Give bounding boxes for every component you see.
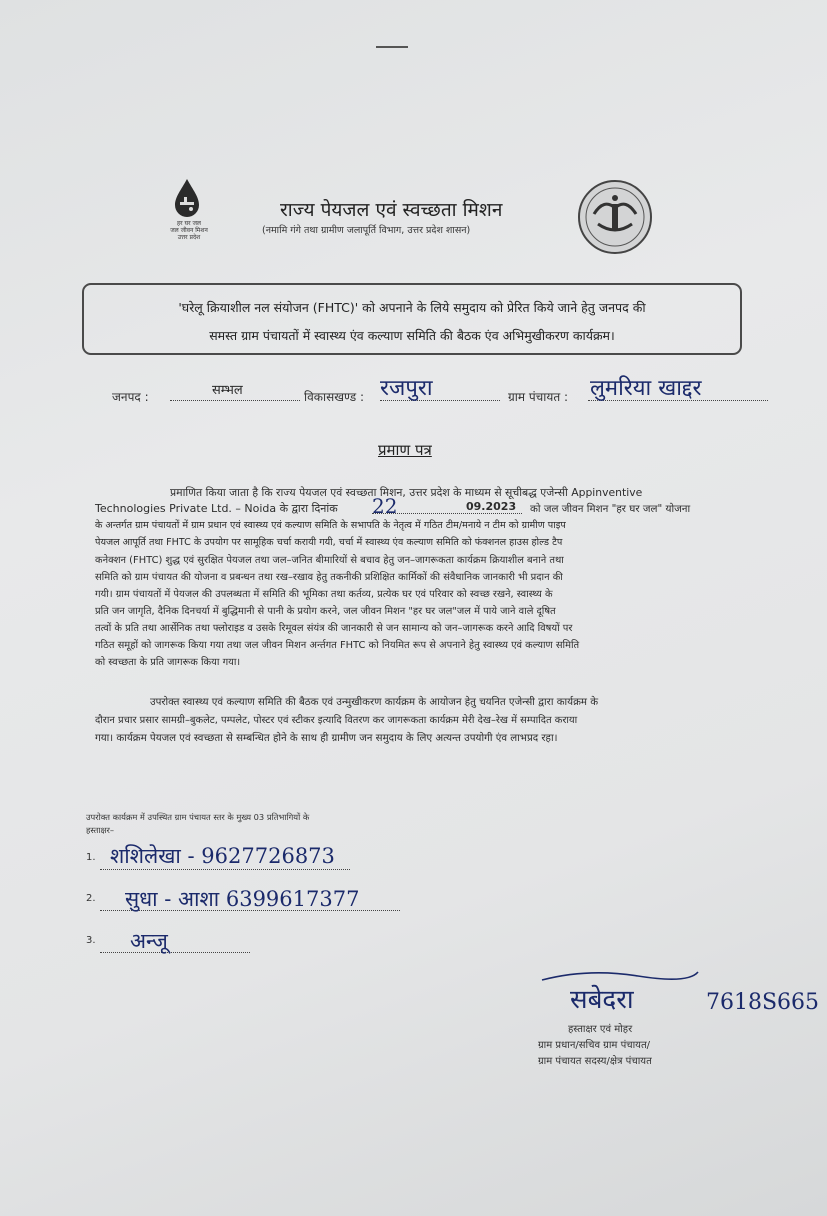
signatory-role-2: ग्राम पंचायत सदस्य/क्षेत्र पंचायत	[538, 1056, 652, 1067]
participant-signature: सुधा - आशा 6399617377	[125, 887, 360, 911]
banner-line-1: 'घरेलू क्रियाशील नल संयोजन (FHTC)' को अपनाने के लिये समुदाय को प्रेरित किये जाने हेतु जनपद की	[178, 300, 646, 315]
government-seal-icon	[574, 178, 656, 256]
org-subtitle: (नमामि गंगे तथा ग्रामीण जलापूर्ति विभाग, उत्तर प्रदेश शासन)	[262, 225, 471, 236]
body-line: दौरान प्रचार प्रसार सामग्री–बुकलेट, पम्पलेट, पोस्टर एवं स्टीकर इत्यादि वितरण कर जागरूकता कार्यक्रम मेरी देख–रेख में सम्पादित कराया	[95, 715, 578, 726]
participant-number: 2.	[86, 893, 96, 904]
body-line: को जल जीवन मिशन "हर घर जल" योजना	[530, 503, 691, 515]
district-dotted-line	[170, 399, 300, 401]
logo-caption-line: उत्तर प्रदेश	[177, 234, 201, 241]
block-label: विकासखण्ड :	[304, 390, 365, 404]
top-mark	[376, 46, 408, 48]
body-line: समिति को ग्राम पंचायत की योजना व प्रबन्धन तथा रख–रखाव हेतु तकनीकी प्रशिक्षित कार्मिकों की संवैधानिक जानकारी भी प्रदान की	[95, 572, 563, 583]
jal-jeevan-mission-logo	[158, 178, 220, 258]
participants-note: उपरोक्त कार्यक्रम में उपस्थित ग्राम पंचायत स्तर के मुख्य 03 प्रतिभागियों के	[86, 812, 310, 822]
logo-caption-line: जल जीवन मिशन	[170, 227, 208, 234]
body-line: गयी। ग्राम पंचायतों में पेयजल की उपलब्धता में समिति की भूमिका तथा कर्तव्य, प्रत्येक घर एवं परिवार को स्वच्छ रखने, स्वास्थ्य के	[95, 589, 553, 600]
signature-caption: हस्ताक्षर एवं मोहर	[568, 1024, 633, 1035]
district-label: जनपद :	[112, 390, 149, 404]
participant-signature: शशिलेखा - 9627726873	[110, 844, 335, 868]
block-value: रजपुरा	[380, 376, 433, 401]
body-line: प्रति जन जागृति, दैनिक दिनचर्या में बुद्धिमानी से पानी के प्रयोग करने, जल जीवन मिशन "हर घर जल"जल में पाये जाने वाले दूषित	[95, 606, 556, 617]
body-line: कनेक्शन (FHTC) शुद्ध एवं सुरक्षित पेयजल तथा जल–जनित बीमारियों से बचाव हेतु जन–जागरूकता कार्यक्रम क्रियाशील बनाने तथा	[95, 555, 564, 566]
body-line: के अन्तर्गत ग्राम पंचायतों में ग्राम प्रधान एवं स्वास्थ्य एवं कल्याण समिति के सभापति के नेतृत्व में गठित टीम/मनाये न टीम को ग्रामीण पाइप	[95, 520, 566, 531]
body-line: प्रमाणित किया जाता है कि राज्य पेयजल एवं स्वच्छता मिशन, उत्तर प्रदेश के माध्यम से सूचीबद्ध एजेन्सी Appinventive	[170, 486, 643, 499]
panchayat-value: लुमरिया खाद्दर	[590, 376, 702, 401]
logo-caption-line: हर घर जल	[177, 220, 201, 227]
district-value: सम्भल	[212, 383, 243, 398]
body-line: को स्वच्छता के प्रति जागरूक किया गया।	[95, 657, 241, 668]
water-drop-icon	[172, 178, 202, 218]
banner-line-2: समस्त ग्राम पंचायतों में स्वास्थ्य एंव कल्याण समिति की बैठक एंव अभिमुखीकरण कार्यक्रम।	[209, 328, 615, 343]
authority-signature: सबेदरा	[570, 985, 634, 1015]
participant-number: 1.	[86, 852, 96, 863]
program-banner	[82, 283, 742, 355]
body-line: Technologies Private Ltd. – Noida के द्वारा दिनांक	[95, 502, 338, 515]
participant-number: 3.	[86, 935, 96, 946]
body-line: उपरोक्त स्वास्थ्य एवं कल्याण समिति की बैठक एवं उन्मुखीकरण कार्यक्रम के आयोजन हेतु चयनित एजेन्सी द्वारा कार्यक्रम के	[150, 697, 599, 708]
date-day-handwritten: 22	[372, 494, 398, 518]
authority-phone: 7618S665	[706, 990, 820, 1015]
body-line: पेयजल आपूर्ति तथा FHTC के उपयोग पर सामूहिक चर्चा करायी गयी, चर्चा में स्वास्थ्य एंव कल्याण समिति को फंक्शनल हाउस होल्ड टैप	[95, 537, 563, 548]
certificate-title: प्रमाण पत्र	[378, 441, 432, 459]
body-line: तत्वों के प्रति तथा आर्सेनिक तथा फ्लोराइड व उसके रिमूवल संयंत्र की जानकारी से जन सामान्य को जन–जागरूक करने आदि विषयों पर	[95, 623, 573, 634]
date-dotted-line	[372, 512, 522, 514]
panchayat-label: ग्राम पंचायत :	[508, 390, 569, 404]
body-line: गया। कार्यक्रम पेयजल एवं स्वच्छता से सम्बन्धित होने के साथ ही ग्रामीण जन समुदाय के लिए अत्यन्त उपयोगी एंव लाभप्रद रहा।	[95, 733, 558, 744]
participants-note-2: हस्ताक्षर–	[86, 825, 115, 835]
body-line: गठित समूहों को जागरूक किया गया तथा जल जीवन मिशन अर्न्तगत FHTC को नियमित रूप से अपनाने हेतु स्वास्थ्य एवं कल्याण समिति	[95, 640, 580, 651]
date-rest: 09.2023	[466, 500, 517, 513]
org-title: राज्य पेयजल एवं स्वच्छता मिशन	[280, 199, 503, 221]
signature-dotted-line	[100, 951, 250, 953]
location-fields	[112, 378, 792, 408]
signatory-role: ग्राम प्रधान/सचिव ग्राम पंचायत/	[538, 1040, 651, 1051]
logo-caption	[158, 220, 220, 241]
participant-signature: अन्जू	[130, 929, 168, 953]
